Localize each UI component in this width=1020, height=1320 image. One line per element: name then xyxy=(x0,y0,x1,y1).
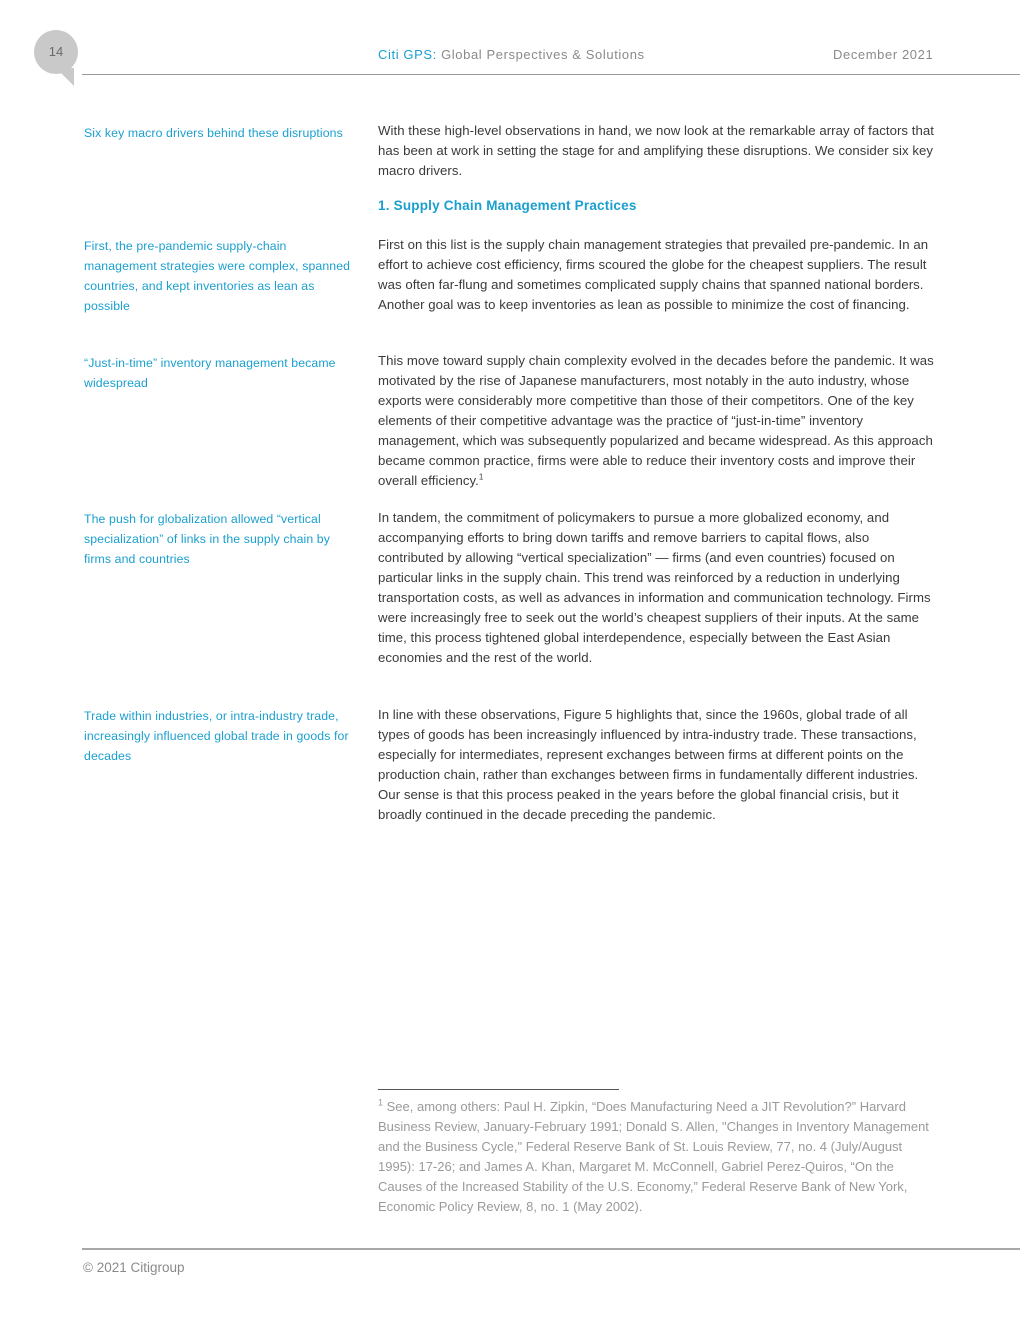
footnote-text: See, among others: Paul H. Zipkin, “Does Manufacturing Need a JIT Revolution?” Harvard Business Review, January-February 1991; Donald S. Allen, "Changes in Inventory Management and the Business Cycle," Federal Reserve Bank of St. Louis Review, 77, no. 4 (July/August 1995): 17-26; and James A. Khan, Margaret M. McConnell, Gabriel Perez-Quiros, “On the Causes of the Increased Stability of the U.S. Economy,” Federal Reserve Bank of New York, Economic Policy Review, 8, no. 1 (May 2002). xyxy=(378,1099,929,1214)
header-brand: Citi GPS: xyxy=(378,47,437,62)
section-heading: 1. Supply Chain Management Practices xyxy=(378,198,637,213)
body-paragraph: In tandem, the commitment of policymakers to pursue a more globalized economy, and accompanying efforts to bring down tariffs and remove barriers to capital flows, also contributed by allowing “vertical specialization” — firms (and even countries) focused on particular links in the supply chain. This trend was reinforced by a reduction in underlying transportation costs, as well as advances in information and communication technology. Firms were increasingly free to seek out the world’s cheapest suppliers of their inputs. At the same time, this process tightened global interdependence, especially between the East Asian economies and the rest of the world. xyxy=(378,510,931,665)
running-header xyxy=(378,47,645,62)
header-subtitle: Global Perspectives & Solutions xyxy=(441,47,645,62)
body-paragraph: In line with these observations, Figure 5 highlights that, since the 1960s, global trade of all types of goods has been increasingly influenced by intra-industry trade. These transactions, especially for intermediates, represent exchanges between firms at different points on the production chain, rather than exchanges between firms in fundamentally different industries. Our sense is that this process peaked in the years before the global financial crisis, but it broadly continued in the decade preceding the pandemic. xyxy=(378,707,919,822)
page-number: 14 xyxy=(34,30,78,74)
paragraph-text: This move toward supply chain complexity evolved in the decades before the pandemic. It was motivated by the rise of Japanese manufacturers, most notably in the auto industry, whose exports were considerably more competitive than those of their competitors. One of the key elements of their competitive advantage was the practice of “just-in-time” inventory management, which was subsequently popularized and became widespread. As this approach became common practice, firms were able to reduce their inventory costs and improve their overall efficiency. xyxy=(378,353,934,488)
body-paragraph xyxy=(378,351,938,491)
header-divider xyxy=(82,74,1020,75)
sidebar-note: First, the pre-pandemic supply-chain management strategies were complex, spanned countries, and kept inventories as lean as possible xyxy=(84,239,351,313)
body-paragraph: With these high-level observations in hand, we now look at the remarkable array of factors that has been at work in setting the stage for and amplifying these disruptions. We consider six key macro drivers. xyxy=(378,123,934,178)
body-paragraph: First on this list is the supply chain management strategies that prevailed pre-pandemic. In an effort to achieve cost efficiency, firms scoured the globe for the cheapest suppliers. The result was often far-flung and sometimes complicated supply chains that spanned national borders. Another goal was to keep inventories as lean as possible to minimize the cost of financing. xyxy=(378,237,929,312)
sidebar-note: “Just-in-time” inventory management became widespread xyxy=(84,356,336,390)
sidebar-note: Trade within industries, or intra-industry trade, increasingly influenced global trade in goods for decades xyxy=(84,709,349,763)
header-date: December 2021 xyxy=(833,47,934,62)
copyright: © 2021 Citigroup xyxy=(83,1260,185,1275)
footnote-reference[interactable]: 1 xyxy=(478,472,484,482)
sidebar-note: The push for globalization allowed “vertical specialization” of links in the supply chain by firms and countries xyxy=(84,512,330,566)
footnote xyxy=(378,1097,938,1217)
footnote-divider xyxy=(378,1089,619,1090)
footer-divider xyxy=(82,1248,1020,1250)
sidebar-note: Six key macro drivers behind these disruptions xyxy=(84,126,343,140)
footnote-marker: 1 xyxy=(378,1097,384,1108)
